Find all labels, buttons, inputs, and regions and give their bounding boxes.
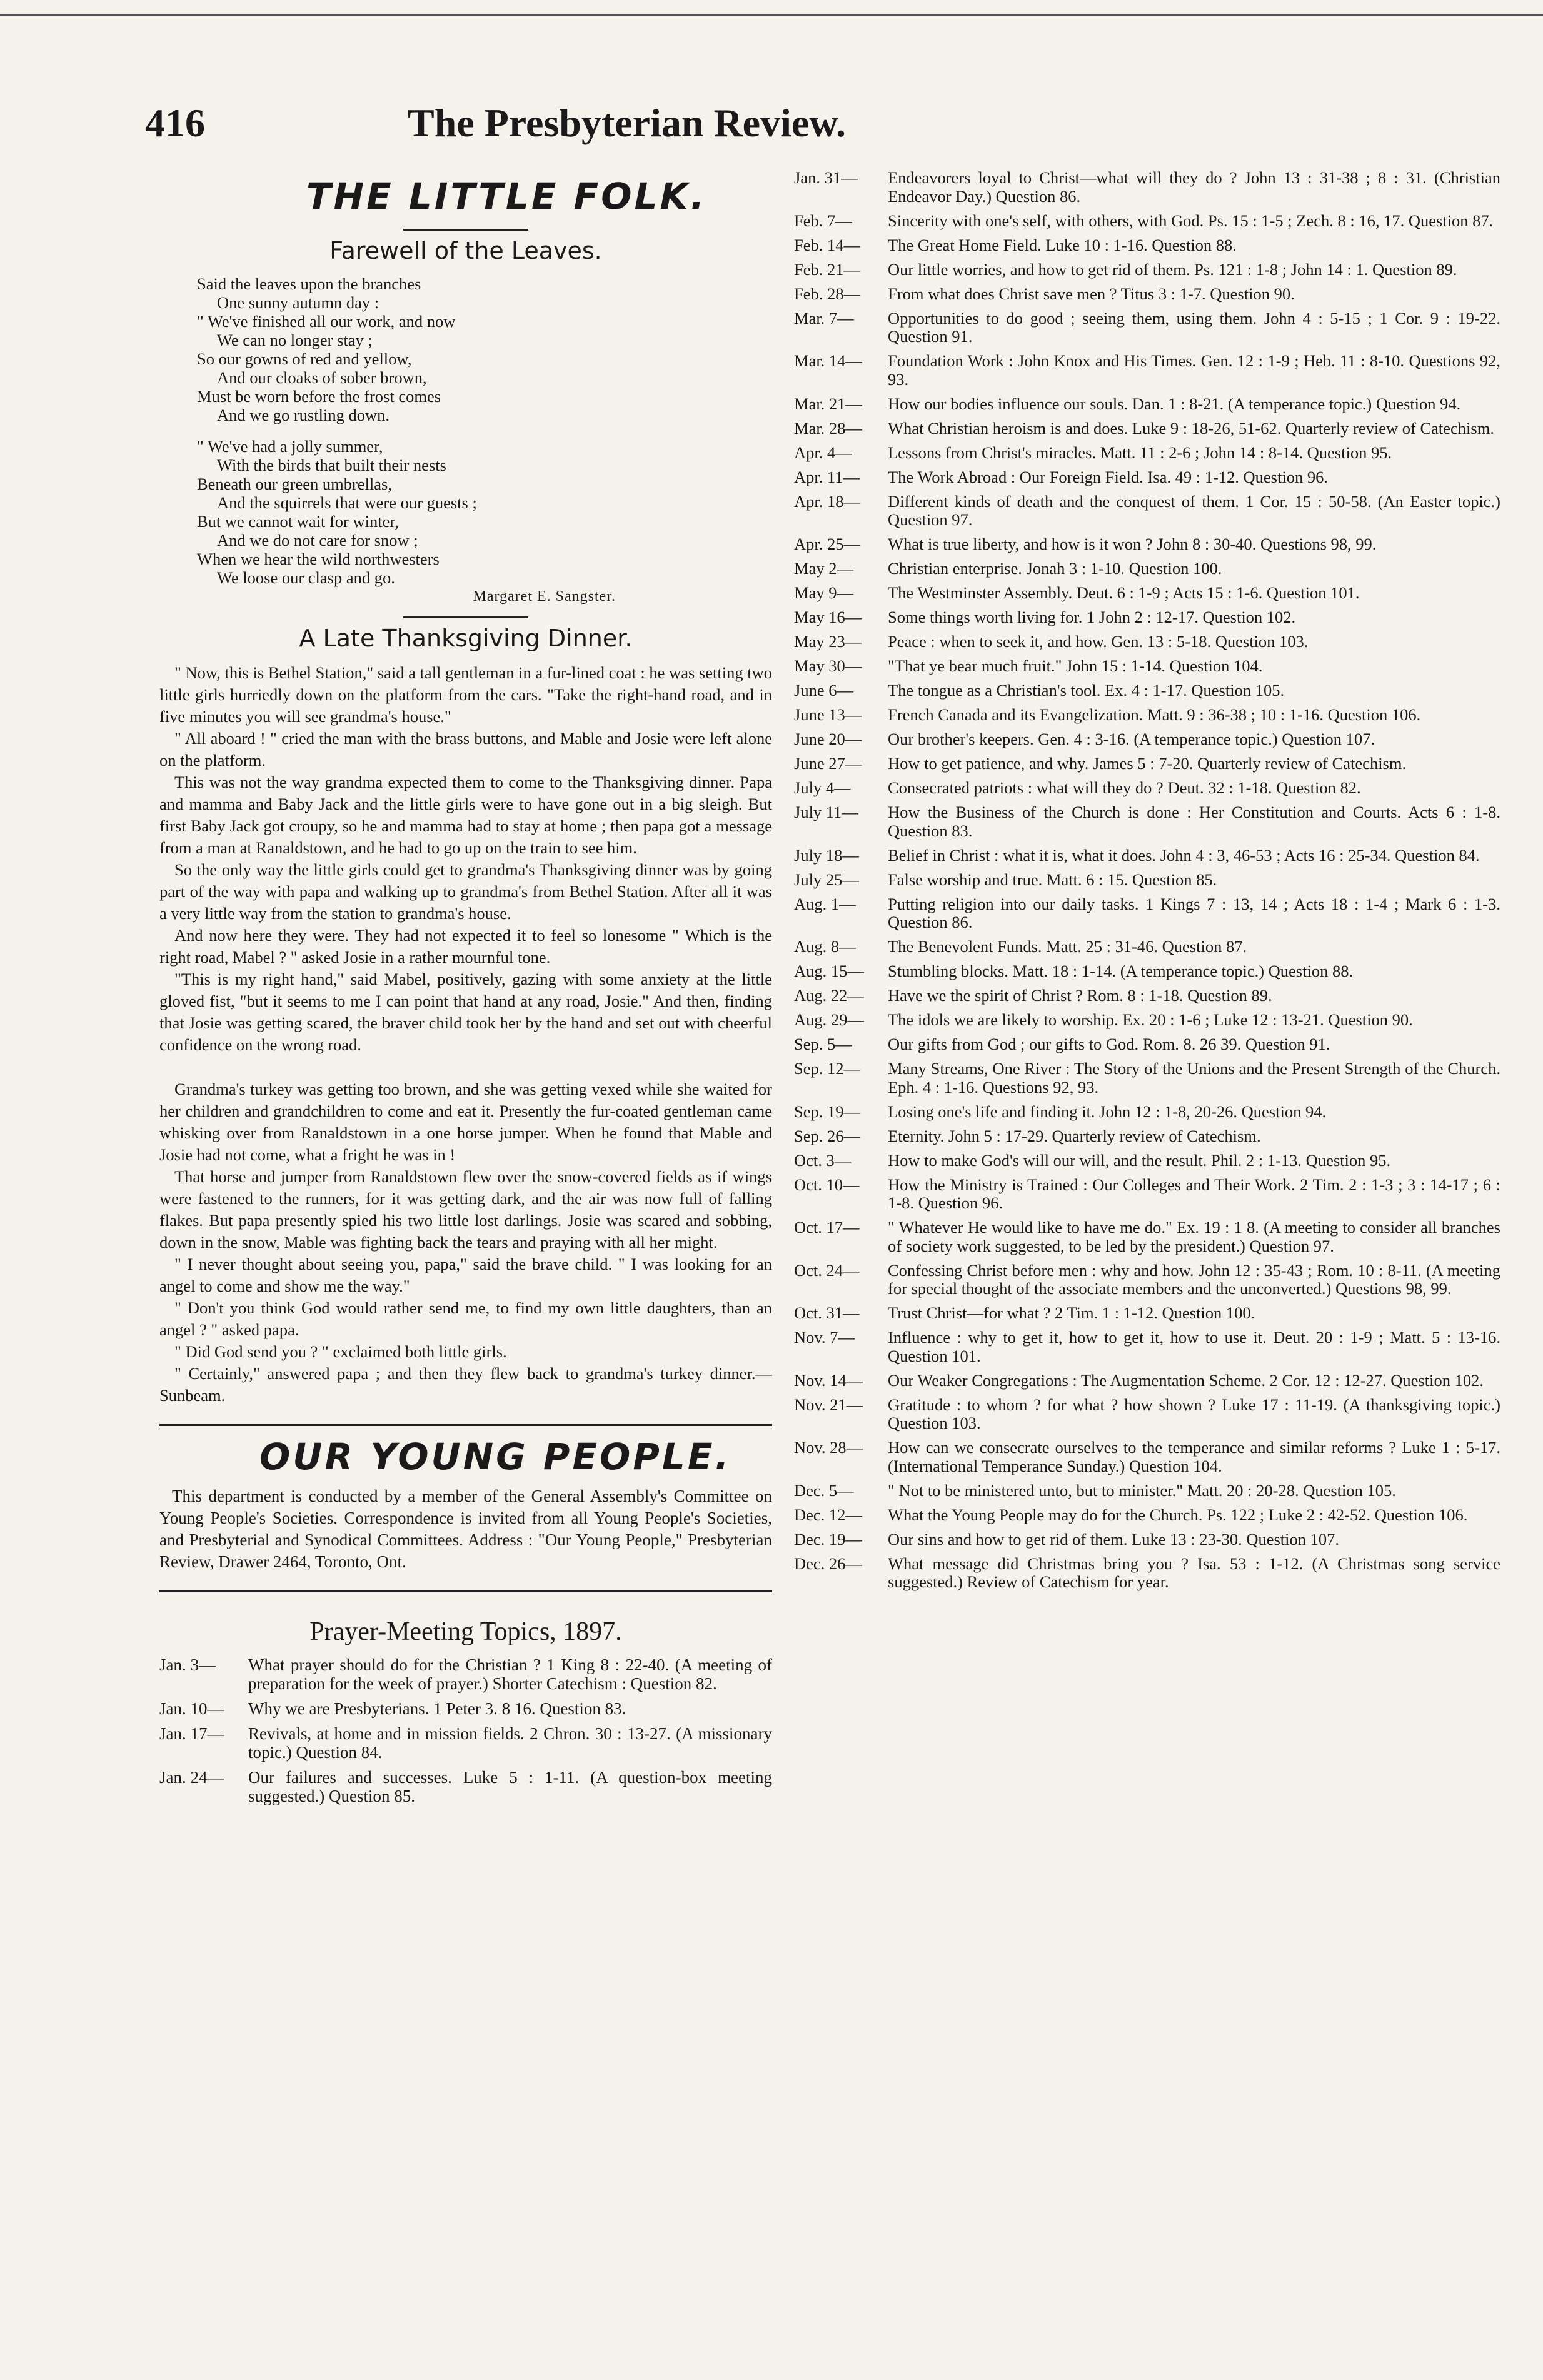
topic-text: What message did Christmas bring you ? Isa. 53 : 1-12. (A Christmas song service suggested.) Review of Catechism for year. xyxy=(888,1554,1500,1591)
topic-date: June 13— xyxy=(794,705,862,724)
poem-line: " We've finished all our work, and now xyxy=(197,312,456,331)
topic-text: The tongue as a Christian's tool. Ex. 4 : 1-17. Question 105. xyxy=(888,681,1285,700)
topic-entry xyxy=(794,444,1500,463)
topic-text: Peace : when to seek it, and how. Gen. 13 : 5-18. Question 103. xyxy=(888,632,1309,651)
topic-text: Christian enterprise. Jonah 3 : 1-10. Question 100. xyxy=(888,559,1222,578)
topic-date: Jan. 31— xyxy=(794,169,858,187)
topic-date: Feb. 28— xyxy=(794,284,860,303)
topic-entry xyxy=(794,1262,1500,1298)
topic-entry xyxy=(794,681,1500,700)
topic-entry xyxy=(794,1152,1500,1170)
story-paragraph: This was not the way grandma expected them to come to the Thanksgiving dinner. Papa and mamma and Baby Jack and the little girls were to have gone out in a big sleigh. But first Baby Jack got croupy, so he and mamma had to stay at home ; then papa got a message from a man at Ranaldstown, and he had to go up on the train to see him. xyxy=(159,773,772,857)
topic-date: Mar. 28— xyxy=(794,418,862,438)
topic-entry xyxy=(794,352,1500,389)
topic-entry xyxy=(794,1328,1500,1365)
topic-entry xyxy=(794,1506,1500,1525)
topic-date: Oct. 3— xyxy=(794,1150,852,1170)
topic-entry xyxy=(794,212,1500,231)
story-part-one xyxy=(159,662,772,1056)
topic-text: Our gifts from God ; our gifts to God. Rom. 8. 26 39. Question 91. xyxy=(888,1035,1330,1053)
topic-date: Sep. 19— xyxy=(794,1102,860,1121)
section-rule xyxy=(403,616,528,618)
topics-list-left xyxy=(159,1655,772,1805)
topic-date: Dec. 19— xyxy=(794,1529,862,1549)
topic-text: What is true liberty, and how is it won ? John 8 : 30-40. Questions 98, 99. xyxy=(888,535,1377,553)
topic-text: False worship and true. Matt. 6 : 15. Question 85. xyxy=(888,870,1217,889)
poem-line: One sunny autumn day : xyxy=(217,293,379,312)
topic-date: Nov. 21— xyxy=(794,1395,863,1414)
topic-text: The idols we are likely to worship. Ex. 20 : 1-6 ; Luke 12 : 13-21. Question 90. xyxy=(888,1010,1413,1029)
topic-text: Lessons from Christ's miracles. Matt. 11 : 2-6 ; John 14 : 8-14. Question 95. xyxy=(888,443,1392,462)
story-paragraph: " All aboard ! " cried the man with the brass buttons, and Mable and Josie were left alone on the platform. xyxy=(159,729,772,770)
topic-date: Feb. 14— xyxy=(794,235,860,254)
topic-entry xyxy=(794,938,1500,957)
topic-text: Putting religion into our daily tasks. 1 Kings 7 : 13, 14 ; Acts 18 : 1-4 ; Mark 6 : 1-3. Question 86. xyxy=(888,894,1500,931)
topic-text: From what does Christ save men ? Titus 3 : 1-7. Question 90. xyxy=(888,284,1295,303)
topic-entry xyxy=(794,1482,1500,1500)
topic-text: Sincerity with one's self, with others, with God. Ps. 15 : 1-5 ; Zech. 8 : 16, 17. Question 87. xyxy=(888,211,1494,230)
topic-text: Foundation Work : John Knox and His Times. Gen. 12 : 1-9 ; Heb. 11 : 8-10. Questions 92, 93. xyxy=(888,351,1500,389)
topic-date: May 16— xyxy=(794,608,862,626)
poem-author: Margaret E. Sangster. xyxy=(473,588,616,605)
topic-text: Stumbling blocks. Matt. 18 : 1-14. (A temperance topic.) Question 88. xyxy=(888,962,1354,980)
topic-text: How the Ministry is Trained : Our Colleges and Their Work. 2 Tim. 2 : 1-3 ; 3 : 14-17 ; 6 : 1-8. Question 96. xyxy=(888,1175,1500,1212)
topic-date: Nov. 28— xyxy=(794,1438,863,1457)
topic-text: Opportunities to do good ; seeing them, using them. John 4 : 5-15 ; 1 Cor. 9 : 19-22. Question 91. xyxy=(888,308,1500,346)
topic-date: Apr. 18— xyxy=(794,491,860,511)
topic-text: Our little worries, and how to get rid of them. Ps. 121 : 1-8 ; John 14 : 1. Question 89. xyxy=(888,259,1457,279)
story-paragraph: " I never thought about seeing you, papa," said the brave child. " I was looking for an angel to come and show me the way." xyxy=(159,1255,772,1295)
poem-line xyxy=(197,424,772,437)
topic-text: Losing one's life and finding it. John 12 : 1-8, 20-26. Question 94. xyxy=(888,1102,1327,1121)
topic-date: Sep. 12— xyxy=(794,1059,860,1078)
topic-entry xyxy=(794,730,1500,749)
topic-text: Our brother's keepers. Gen. 4 : 3-16. (A temperance topic.) Question 107. xyxy=(888,730,1375,748)
topic-entry xyxy=(794,846,1500,865)
poem-line: We loose our clasp and go. xyxy=(217,568,395,587)
topic-date: May 2— xyxy=(794,559,853,578)
topic-entry xyxy=(794,755,1500,773)
topic-text: Our sins and how to get rid of them. Luke 13 : 23-30. Question 107. xyxy=(888,1529,1340,1549)
topic-entry xyxy=(794,1127,1500,1146)
topic-date: Dec. 5— xyxy=(794,1480,854,1500)
topic-entry xyxy=(794,285,1500,304)
topic-text: Our Weaker Congregations : The Augmentation Scheme. 2 Cor. 12 : 12-27. Question 102. xyxy=(888,1370,1484,1390)
topic-date: Aug. 29— xyxy=(794,1010,864,1029)
topics-title: Prayer-Meeting Topics, 1897. xyxy=(309,1617,622,1646)
topic-date: June 6— xyxy=(794,681,853,700)
little-folk-heading: THE LITTLE FOLK. xyxy=(306,175,707,218)
topic-entry xyxy=(794,1035,1500,1054)
topic-date: Mar. 14— xyxy=(794,351,862,370)
poem-line: So our gowns of red and yellow, xyxy=(197,349,412,368)
topic-entry xyxy=(794,261,1500,279)
poem-line: And the squirrels that were our guests ; xyxy=(217,493,477,512)
topic-entry xyxy=(794,987,1500,1005)
topic-text: Influence : why to get it, how to get it, how to use it. Deut. 20 : 1-9 ; Matt. 5 : 13-16. Question 101. xyxy=(888,1328,1500,1365)
topic-entry xyxy=(159,1699,772,1718)
topic-text: Some things worth living for. 1 John 2 : 12-17. Question 102. xyxy=(888,608,1296,626)
poem-line: Must be worn before the frost comes xyxy=(197,387,441,406)
topic-date: Jan. 3— xyxy=(159,1655,216,1674)
topic-text: The Great Home Field. Luke 10 : 1-16. Question 88. xyxy=(888,235,1237,254)
topic-entry xyxy=(794,560,1500,578)
topic-entry xyxy=(794,1060,1500,1097)
young-people-heading: OUR YOUNG PEOPLE. xyxy=(259,1435,731,1478)
topic-date: Apr. 4— xyxy=(794,443,852,462)
section-double-rule xyxy=(159,1590,772,1595)
topic-date: June 27— xyxy=(794,754,862,773)
topic-text: Trust Christ—for what ? 2 Tim. 1 : 1-12. Question 100. xyxy=(888,1303,1255,1322)
topic-text: What the Young People may do for the Church. Ps. 122 ; Luke 2 : 42-52. Question 106. xyxy=(888,1505,1468,1524)
topic-text: Why we are Presbyterians. 1 Peter 3. 8 16. Question 83. xyxy=(248,1699,626,1718)
story-paragraph: "This is my right hand," said Mabel, positively, gazing with some anxiety at the little gloved fist, "but it seems to me I can point that hand at any road, Josie." And then, finding that Josie was getting scared, the braver child took her by the hand and set out with cheerful confidence on the wrong road. xyxy=(159,970,772,1054)
topic-text: Consecrated patriots : what will they do ? Deut. 32 : 1-18. Question 82. xyxy=(888,778,1361,797)
department-note: This department is conducted by a member of the General Assembly's Committee on Young People's Societies. Correspondence is invited from all Young People's Societies, and Presbyterial and Synodical Committees. Address : "Our Young People," Presbyterian Review, Drawer 2464, Toronto, Ont. xyxy=(159,1487,772,1571)
topic-text: Belief in Christ : what it is, what it does. John 4 : 3, 46-53 ; Acts 16 : 25-34. Question 84. xyxy=(888,845,1480,865)
topic-entry xyxy=(794,169,1500,206)
section-double-rule xyxy=(159,1424,772,1429)
topic-text: What Christian heroism is and does. Luke 9 : 18-26, 51-62. Quarterly review of Catechism. xyxy=(888,418,1494,438)
story-paragraph: That horse and jumper from Ranaldstown flew over the snow-covered fields as if wings were fastened to the runners, for it was getting dark, and the air was now full of falling flakes. But papa presently spied his two little lost darlings. Josie was scared and sobbing, down in the snow, Mable was fighting back the tears and praying with all her might. xyxy=(159,1167,772,1252)
topic-text: French Canada and its Evangelization. Matt. 9 : 36-38 ; 10 : 1-16. Question 106. xyxy=(888,705,1421,724)
story-part-two xyxy=(159,1078,772,1407)
topic-text: The Work Abroad : Our Foreign Field. Isa. 49 : 1-12. Question 96. xyxy=(888,467,1328,486)
topic-entry xyxy=(794,779,1500,798)
topic-date: Dec. 12— xyxy=(794,1505,862,1524)
left-column xyxy=(159,169,772,2319)
topic-date: Oct. 17— xyxy=(794,1218,860,1237)
topic-date: Jan. 17— xyxy=(159,1724,224,1743)
topic-date: Oct. 10— xyxy=(794,1175,860,1194)
page-number: 416 xyxy=(145,101,205,145)
topic-entry xyxy=(159,1655,772,1693)
topic-date: Aug. 22— xyxy=(794,986,864,1005)
topic-date: July 18— xyxy=(794,845,859,865)
topic-date: May 9— xyxy=(794,583,853,602)
story-paragraph: " Now, this is Bethel Station," said a tall gentleman in a fur-lined coat : he was setting two little girls hurriedly down on the platform from the cars. "Take the right-hand road, and in five minutes you will see grandma's house." xyxy=(159,663,772,726)
topic-text: Our failures and successes. Luke 5 : 1-11. (A question-box meeting suggested.) Question 85. xyxy=(248,1768,772,1805)
topic-entry xyxy=(794,1396,1500,1433)
top-border-rule xyxy=(0,14,1543,16)
page-header xyxy=(145,100,1045,156)
topic-text: Endeavorers loyal to Christ—what will they do ? John 13 : 31-38 ; 8 : 31. (Christian Endeavor Day.) Question 86. xyxy=(888,169,1500,206)
topic-text: Eternity. John 5 : 17-29. Quarterly review of Catechism. xyxy=(888,1126,1261,1145)
topic-entry xyxy=(794,1176,1500,1213)
topic-entry xyxy=(794,493,1500,530)
topic-text: What prayer should do for the Christian ? 1 King 8 : 22-40. (A meeting of preparation for the week of prayer.) Shorter Catechism : Question 82. xyxy=(248,1655,772,1693)
topic-date: Dec. 26— xyxy=(794,1554,862,1573)
topic-text: How the Business of the Church is done : Her Constitution and Courts. Acts 6 : 1-8. Question 83. xyxy=(888,803,1500,840)
topic-date: July 25— xyxy=(794,870,859,889)
topic-date: Aug. 8— xyxy=(794,937,856,956)
section-rule xyxy=(403,229,528,231)
story-paragraph: Grandma's turkey was getting too brown, and she was getting vexed while she waited for her children and grandchildren to come and eat it. Presently the fur-coated gentleman came whisking over from Ranaldstown in a one horse jumper. When he found that Mable and Josie had not come, what a fright he was in ! xyxy=(159,1080,772,1164)
topic-date: July 11— xyxy=(794,803,858,821)
topic-date: Sep. 26— xyxy=(794,1126,860,1145)
poem-line: With the birds that built their nests xyxy=(217,456,446,474)
topic-entry xyxy=(794,706,1500,725)
topic-date: Feb. 21— xyxy=(794,259,860,279)
topic-entry xyxy=(794,895,1500,932)
story-paragraph: " Did God send you ? " exclaimed both little girls. xyxy=(174,1342,507,1361)
topic-entry xyxy=(794,1439,1500,1475)
topic-entry xyxy=(794,236,1500,255)
topic-date: Feb. 7— xyxy=(794,211,852,230)
topic-date: Jan. 10— xyxy=(159,1699,224,1718)
topic-date: Nov. 7— xyxy=(794,1328,855,1347)
topic-entry xyxy=(794,1304,1500,1323)
story-paragraph: So the only way the little girls could get to grandma's Thanksgiving dinner was by going part of the way with papa and walking up to grandma's from Bethel Station. After all it was a very little way from the station to grandma's house. xyxy=(159,860,772,923)
poem-line: When we hear the wild northwesters xyxy=(197,550,440,568)
journal-title: The Presbyterian Review. xyxy=(408,101,846,145)
topic-text: How to get patience, and why. James 5 : 7-20. Quarterly review of Catechism. xyxy=(888,754,1407,773)
topic-date: Aug. 15— xyxy=(794,962,864,980)
topic-date: May 23— xyxy=(794,632,862,651)
topic-text: Many Streams, One River : The Story of the Unions and the Present Strength of the Church. Eph. 4 : 1-16. Questions 92, 93. xyxy=(888,1059,1500,1097)
topic-text: Different kinds of death and the conquest of them. 1 Cor. 15 : 50-58. (An Easter topic.) Question 97. xyxy=(888,491,1500,529)
topic-date: Apr. 11— xyxy=(794,467,860,486)
topic-date: June 20— xyxy=(794,730,862,748)
topic-date: Mar. 7— xyxy=(794,308,854,328)
topic-date: Nov. 14— xyxy=(794,1370,863,1390)
topic-text: " Not to be ministered unto, but to minister." Matt. 20 : 20-28. Question 105. xyxy=(888,1480,1396,1500)
topic-date: July 4— xyxy=(794,778,851,797)
story-paragraph: " Certainly," answered papa ; and then they flew back to grandma's turkey dinner.— Sunbeam. xyxy=(159,1364,772,1405)
topic-entry xyxy=(794,633,1500,651)
topic-text: The Benevolent Funds. Matt. 25 : 31-46. Question 87. xyxy=(888,937,1247,956)
story-title: A Late Thanksgiving Dinner. xyxy=(299,625,633,652)
topic-date: Mar. 21— xyxy=(794,394,862,413)
topic-text: " Whatever He would like to have me do." Ex. 19 : 1 8. (A meeting to consider all branches of society work suggested, to be led by the president.) Question 97. xyxy=(888,1218,1500,1255)
story-paragraph: " Don't you think God would rather send me, to find my own little daughters, than an angel ? " asked papa. xyxy=(159,1298,772,1339)
topic-date: Sep. 5— xyxy=(794,1035,852,1053)
topics-list-right xyxy=(794,169,1500,2319)
topic-entry xyxy=(794,608,1500,627)
topic-entry xyxy=(794,1555,1500,1592)
topic-date: Apr. 25— xyxy=(794,535,860,553)
story-paragraph: And now here they were. They had not expected it to feel so lonesome " Which is the right road, Mabel ? " asked Josie in a rather mournful tone. xyxy=(159,926,772,967)
topic-entry xyxy=(159,1724,772,1762)
poem-line: Said the leaves upon the branches xyxy=(197,274,421,293)
poem-body xyxy=(197,274,772,587)
topic-entry xyxy=(794,419,1500,438)
topic-date: Jan. 24— xyxy=(159,1768,224,1787)
topic-entry xyxy=(794,1103,1500,1122)
topic-entry xyxy=(794,657,1500,676)
topic-entry xyxy=(794,1530,1500,1549)
topic-entry xyxy=(794,1218,1500,1255)
topic-entry xyxy=(794,468,1500,487)
topic-entry xyxy=(794,535,1500,554)
poem-line: We can no longer stay ; xyxy=(217,331,373,349)
topic-text: The Westminster Assembly. Deut. 6 : 1-9 ; Acts 15 : 1-6. Question 101. xyxy=(888,583,1360,602)
topic-text: Confessing Christ before men : why and how. John 12 : 35-43 ; Rom. 10 : 8-11. (A meeting for special thought of the associate members and the unconverted.) Questions 98, 99. xyxy=(888,1260,1500,1298)
poem-title: Farewell of the Leaves. xyxy=(329,237,602,264)
topic-entry xyxy=(794,871,1500,890)
topic-text: How our bodies influence our souls. Dan. 1 : 8-21. (A temperance topic.) Question 94. xyxy=(888,394,1461,413)
topic-text: Have we the spirit of Christ ? Rom. 8 : 1-18. Question 89. xyxy=(888,986,1272,1005)
topic-entry xyxy=(794,1372,1500,1390)
poem-line: And we go rustling down. xyxy=(217,406,390,424)
topic-entry xyxy=(794,309,1500,346)
topic-text: How to make God's will our will, and the result. Phil. 2 : 1-13. Question 95. xyxy=(888,1150,1391,1170)
topic-date: Oct. 31— xyxy=(794,1303,860,1322)
topic-date: May 30— xyxy=(794,656,862,675)
poem-line: Beneath our green umbrellas, xyxy=(197,474,392,493)
topic-text: "That ye bear much fruit." John 15 : 1-14. Question 104. xyxy=(888,656,1263,675)
topic-entry xyxy=(794,962,1500,981)
topic-entry xyxy=(794,584,1500,603)
topic-date: Aug. 1— xyxy=(794,894,856,913)
poem-line: " We've had a jolly summer, xyxy=(197,437,383,456)
topic-text: Gratitude : to whom ? for what ? how shown ? Luke 17 : 11-19. (A thanksgiving topic.) Question 103. xyxy=(888,1395,1500,1432)
topic-text: How can we consecrate ourselves to the temperance and similar reforms ? Luke 1 : 5-17. (International Temperance Sunday.) Question 104. xyxy=(888,1438,1500,1475)
topic-entry xyxy=(794,803,1500,840)
topic-entry xyxy=(159,1768,772,1805)
poem-line: And we do not care for snow ; xyxy=(217,531,418,550)
poem-line: And our cloaks of sober brown, xyxy=(217,368,427,387)
topic-entry xyxy=(794,395,1500,414)
topic-text: Revivals, at home and in mission fields. 2 Chron. 30 : 13-27. (A missionary topic.) Question 84. xyxy=(248,1724,772,1762)
topic-entry xyxy=(794,1011,1500,1030)
topic-date: Oct. 24— xyxy=(794,1260,860,1280)
poem-line: But we cannot wait for winter, xyxy=(197,512,399,531)
